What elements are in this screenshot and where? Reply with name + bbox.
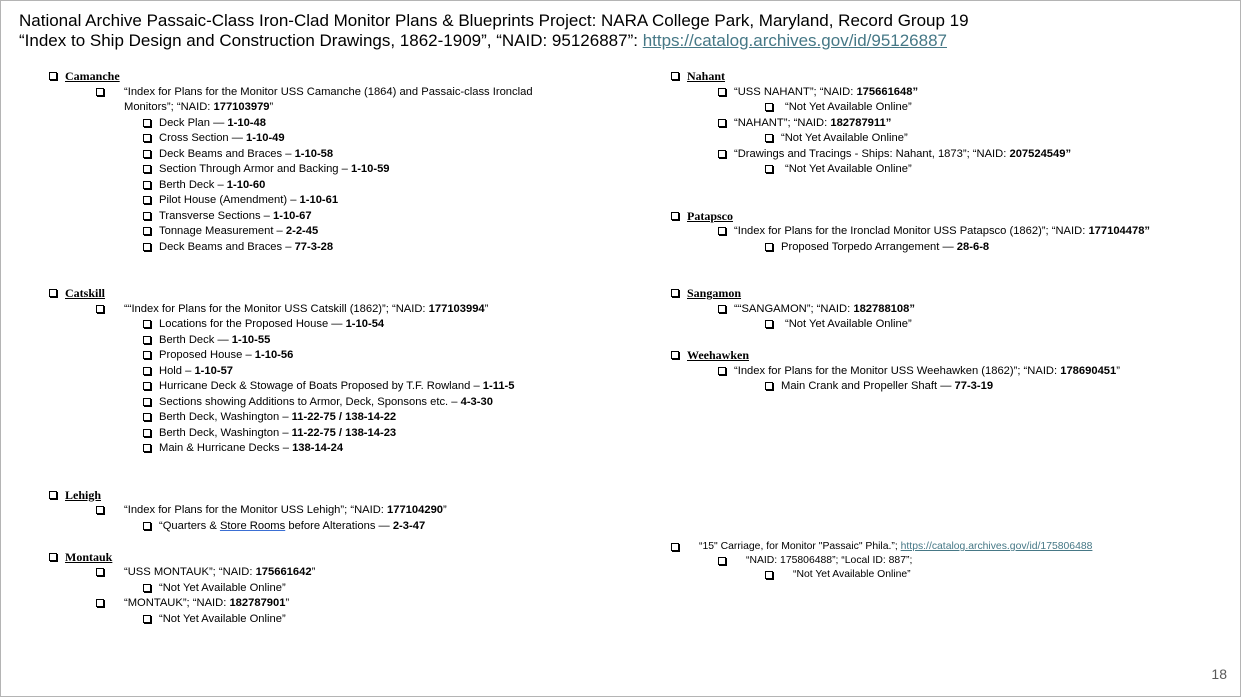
checkbox-icon — [96, 568, 104, 576]
checkbox-icon — [718, 119, 726, 127]
checkbox-icon — [49, 553, 57, 561]
checkbox-icon — [143, 336, 151, 344]
list-item: “Index for Plans for the Monitor USS Camanche (1864) and Passaic-class Ironclad Monitors”; “NAID: 177103979” — [49, 85, 609, 116]
checkbox-icon — [96, 305, 104, 313]
list-item: Main Crank and Propeller Shaft — 77-3-19 — [671, 379, 1231, 395]
catskill-item-list — [49, 317, 609, 457]
checkbox-icon — [765, 571, 773, 579]
list-item: “Index for Plans for the Monitor USS Weehawken (1862)”; “NAID: 178690451” — [671, 364, 1231, 380]
section-title: Catskill — [65, 286, 106, 300]
checkbox-icon — [143, 444, 151, 452]
list-item: Hold – 1-10-57 — [49, 364, 609, 380]
checkbox-icon — [718, 557, 726, 565]
list-item: Transverse Sections – 1-10-67 — [49, 209, 609, 225]
checkbox-icon — [671, 543, 679, 551]
checkbox-icon — [765, 103, 773, 111]
checkbox-icon — [143, 584, 151, 592]
checkbox-icon — [49, 289, 57, 297]
checkbox-icon — [143, 134, 151, 142]
section-lehigh — [49, 488, 609, 504]
checkbox-icon — [96, 599, 104, 607]
carriage-naid: “NAID: 175806488”; “Local ID: 887”; — [746, 555, 913, 566]
right-column — [671, 69, 1231, 395]
checkbox-icon — [143, 522, 151, 530]
page-number: 18 — [1211, 666, 1227, 682]
checkbox-icon — [765, 382, 773, 390]
list-item: Deck Beams and Braces – 1-10-58 — [49, 147, 609, 163]
list-item: Locations for the Proposed House — 1-10-54 — [49, 317, 609, 333]
list-item: ““Index for Plans for the Monitor USS Catskill (1862)”; “NAID: 177103994” — [49, 302, 609, 318]
checkbox-icon — [143, 243, 151, 251]
section-montauk — [49, 550, 609, 566]
catalog-link[interactable]: https://catalog.archives.gov/id/95126887 — [642, 30, 948, 50]
checkbox-icon — [143, 196, 151, 204]
list-item: “Quarters & Store Rooms before Alterations — 2-3-47 — [49, 519, 609, 535]
checkbox-icon — [718, 367, 726, 375]
section-title: Nahant — [687, 69, 726, 83]
list-item: Pilot House (Amendment) – 1-10-61 — [49, 193, 609, 209]
list-item: “NAHANT”; “NAID: 182787911” — [671, 116, 1231, 132]
list-item: Berth Deck, Washington – 11-22-75 / 138-14-22 — [49, 410, 609, 426]
section-title: Sangamon — [687, 286, 742, 300]
checkbox-icon — [143, 227, 151, 235]
section-sangamon — [671, 286, 1231, 302]
checkbox-icon — [671, 72, 679, 80]
store-rooms-text: Store Rooms — [219, 519, 286, 532]
carriage-link[interactable]: https://catalog.archives.gov/id/175806488 — [900, 541, 1093, 552]
checkbox-icon — [143, 398, 151, 406]
checkbox-icon — [671, 351, 679, 359]
list-item: Deck Plan — 1-10-48 — [49, 116, 609, 132]
checkbox-icon — [143, 320, 151, 328]
section-title: Lehigh — [65, 487, 102, 502]
left-column — [49, 69, 609, 627]
carriage-status: “Not Yet Available Online” — [793, 569, 911, 580]
list-item: “Not Yet Available Online” — [671, 317, 1231, 333]
list-item: Section Through Armor and Backing – 1-10-59 — [49, 162, 609, 178]
checkbox-icon — [765, 243, 773, 251]
list-item: ““SANGAMON”; “NAID: 182788108” — [671, 302, 1231, 318]
checkbox-icon — [718, 88, 726, 96]
list-item: Deck Beams and Braces – 77-3-28 — [49, 240, 609, 256]
section-catskill — [49, 286, 609, 302]
list-item: “Drawings and Tracings - Ships: Nahant, 1873”; “NAID: 207524549” — [671, 147, 1231, 163]
list-item: “Not Yet Available Online” — [671, 131, 1231, 147]
checkbox-icon — [49, 491, 57, 499]
checkbox-icon — [143, 367, 151, 375]
checkbox-icon — [143, 429, 151, 437]
section-patapsco — [671, 209, 1231, 225]
list-item: “Not Yet Available Online” — [49, 581, 609, 597]
list-item: “USS MONTAUK”; “NAID: 175661642” — [49, 565, 609, 581]
carriage-title: “15" Carriage, for Monitor "Passaic" Phila.”; — [699, 541, 901, 552]
list-item: “Index for Plans for the Ironclad Monitor USS Patapsco (1862)”; “NAID: 177104478” — [671, 224, 1231, 240]
camanche-item-list — [49, 116, 609, 256]
list-item: “Not Yet Available Online” — [671, 162, 1231, 178]
checkbox-icon — [718, 305, 726, 313]
section-weehawken — [671, 348, 1231, 364]
checkbox-icon — [143, 165, 151, 173]
list-item: “Not Yet Available Online” — [671, 100, 1231, 116]
checkbox-icon — [143, 212, 151, 220]
section-camanche — [49, 69, 609, 85]
list-item: Proposed House – 1-10-56 — [49, 348, 609, 364]
title-line-2-text: “Index to Ship Design and Construction Drawings, 1862-1909”, “NAID: 95126887”: — [19, 30, 643, 50]
checkbox-icon — [143, 413, 151, 421]
list-item: Main & Hurricane Decks – 138-14-24 — [49, 441, 609, 457]
list-item: “MONTAUK”; “NAID: 182787901” — [49, 596, 609, 612]
checkbox-icon — [143, 615, 151, 623]
checkbox-icon — [96, 88, 104, 96]
checkbox-icon — [143, 119, 151, 127]
checkbox-icon — [143, 382, 151, 390]
list-item: “Not Yet Available Online” — [49, 612, 609, 628]
checkbox-icon — [718, 150, 726, 158]
checkbox-icon — [49, 72, 57, 80]
checkbox-icon — [143, 351, 151, 359]
checkbox-icon — [96, 506, 104, 514]
checkbox-icon — [765, 165, 773, 173]
list-item: “Index for Plans for the Monitor USS Lehigh”; “NAID: 177104290” — [49, 503, 609, 519]
title-line-1: National Archive Passaic-Class Iron-Clad Monitor Plans & Blueprints Project: NARA College Park, Maryland, Record Group 19 — [19, 11, 969, 30]
list-item: Cross Section — 1-10-49 — [49, 131, 609, 147]
checkbox-icon — [718, 227, 726, 235]
section-nahant — [671, 69, 1231, 85]
list-item: “USS NAHANT”; “NAID: 175661648” — [671, 85, 1231, 101]
slide-title — [19, 11, 969, 50]
checkbox-icon — [671, 289, 679, 297]
list-item: Hurricane Deck & Stowage of Boats Proposed by T.F. Rowland – 1-11-5 — [49, 379, 609, 395]
checkbox-icon — [143, 181, 151, 189]
checkbox-icon — [765, 320, 773, 328]
list-item: Berth Deck — 1-10-55 — [49, 333, 609, 349]
checkbox-icon — [671, 212, 679, 220]
list-item: Berth Deck – 1-10-60 — [49, 178, 609, 194]
list-item: Berth Deck, Washington – 11-22-75 / 138-14-23 — [49, 426, 609, 442]
list-item: Tonnage Measurement – 2-2-45 — [49, 224, 609, 240]
title-line-2 — [19, 31, 969, 51]
checkbox-icon — [143, 150, 151, 158]
section-title: Montauk — [65, 549, 113, 564]
checkbox-icon — [765, 134, 773, 142]
section-title: Patapsco — [687, 208, 733, 223]
section-title: Camanche — [65, 69, 120, 83]
section-title: Weehawken — [687, 348, 750, 362]
list-item: Proposed Torpedo Arrangement — 28-6-8 — [671, 240, 1231, 256]
list-item: Sections showing Additions to Armor, Deck, Sponsons etc. – 4-3-30 — [49, 395, 609, 411]
